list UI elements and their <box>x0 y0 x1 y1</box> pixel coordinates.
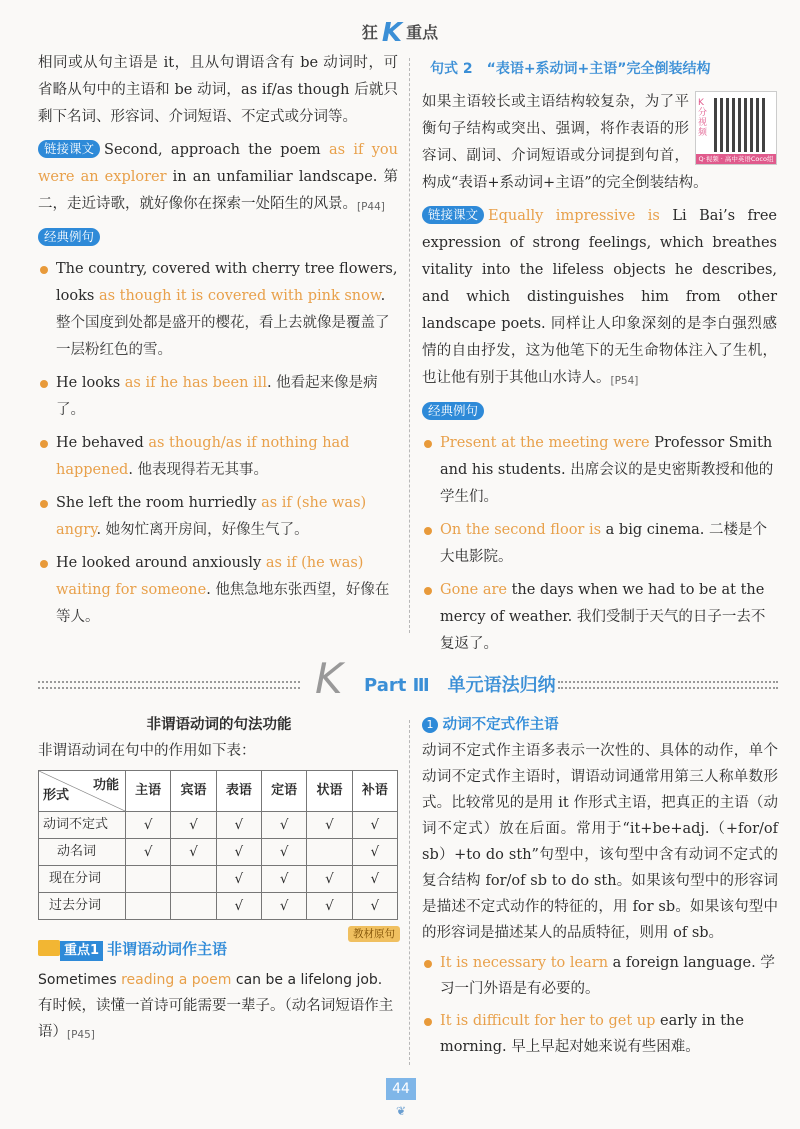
book-icon <box>38 940 60 956</box>
part-k-icon: K <box>315 654 343 703</box>
banner-dots-left <box>38 681 300 689</box>
column-divider-bottom <box>409 720 410 1065</box>
link-text-tag: 链接课文 <box>38 140 100 158</box>
key-point-label: 重点1 <box>60 941 103 961</box>
link-pre: Second, approach the poem <box>104 142 329 158</box>
right-example-list <box>422 430 777 658</box>
page-header <box>0 18 800 48</box>
bird-icon: ❦ <box>396 1104 407 1118</box>
table-row: 动词不定式 √ √ √ √ √ √ <box>39 812 398 839</box>
right-link-text <box>422 203 777 395</box>
col-header: 主语 <box>126 771 171 812</box>
col-header: 表语 <box>216 771 261 812</box>
page-number: 44 <box>386 1078 416 1100</box>
brand-k-logo: K <box>381 18 403 48</box>
example-item: Gone are the days when we had to be at the mercy of weather. 我们受制于天气的日子一去不复返了。 <box>422 577 777 658</box>
page-ref: [P44] <box>357 201 385 213</box>
example-item: On the second floor is a big cinema. 二楼是个大电影院。 <box>422 517 777 571</box>
number-badge: 1 <box>422 717 438 733</box>
table-row: 现在分词 √ √ √ √ <box>39 866 398 893</box>
textbook-badge: 教材原句 <box>348 926 400 942</box>
header-right: 重点 <box>406 23 439 42</box>
qr-caption: Q·视频 · 高中英语Coco组 <box>696 154 776 164</box>
qr-side-label: K分视频 <box>698 98 708 138</box>
qr-code[interactable] <box>695 91 777 165</box>
subsection-title: 动词不定式作主语 <box>442 717 559 733</box>
table-corner: 功能 形式 <box>39 771 126 812</box>
bottom-right-example-list <box>422 950 778 1060</box>
examples-tag: 经典例句 <box>38 228 100 246</box>
header-left: 狂 <box>361 23 378 42</box>
left-column <box>38 50 398 637</box>
right-intro: 如果主语较长或主语结构较复杂，为了平衡句子结构或突出、强调，将作表语的形容词、副词、介词短语或分词提到句首，构成“表语+系动词+主语”的完全倒装结构。 <box>422 94 708 191</box>
link-text-tag: 链接课文 <box>422 206 484 224</box>
example-item: He looked around anxiously as if (he was) waiting for someone. 他焦急地东张西望，好像在等人。 <box>38 550 398 631</box>
example-item: The country, covered with cherry tree flowers, looks as though it is covered with pink snow. 整个国度到处都是盛开的樱花，看上去就像是覆盖了一层粉红色的雪。 <box>38 256 398 364</box>
table-row: 过去分词 √ √ √ √ <box>39 893 398 920</box>
left-example-list <box>38 256 398 631</box>
key-point-heading <box>38 936 227 963</box>
example-item: It is necessary to learn a foreign language. 学习一门外语是有必要的。 <box>422 950 778 1002</box>
example-item: She left the room hurriedly as if (she was) angry. 她匆忙离开房间，好像生气了。 <box>38 490 398 544</box>
link-highlight: Equally impressive is <box>488 208 660 224</box>
example-item: Present at the meeting were Professor Smith and his students. 出席会议的是史密斯教授和他的学生们。 <box>422 430 777 511</box>
link-post: Li Bai’s free expression of strong feelings, which breathes vitality into the lifeless objects he describes, and which distinguishes him from other landscape poets. 同样让人印象深刻的是李白强烈感情的自由抒发，这为他笔下的无生命物体注入了生机，也让他有别于其他山水诗人。 <box>422 208 777 386</box>
example-item: He behaved as though/as if nothing had happened. 他表现得若无其事。 <box>38 430 398 484</box>
part-title: Part Ⅲ 单元语法归纳 <box>364 675 556 696</box>
bottom-left-section <box>38 712 400 1048</box>
section-sub: 非谓语动词在句中的作用如下表： <box>38 743 256 759</box>
subsection-body: 动词不定式作主语多表示一次性的、具体的动作，单个动词不定式作主语时，谓语动词通常用第三人称单数形式。比较常见的是用 it 作形式主语，把真正的主语（动词不定式）放在后面。常用于“it+be+adj.（+for/of sb）+to do sth”句型中，该句型中含有动词不定式的复合结构 for/of sb to do sth。如果该句型中的形容词是描述不定式动作的特征的，用 for sb。如果该句型中的形容词是描述某人的品质特征，则用 of sb。 <box>422 743 778 941</box>
banner-dots-right <box>558 681 778 689</box>
left-link-text <box>38 137 398 221</box>
textbook-translation: 有时候，读懂一首诗可能需要一辈子。（动名词短语作主语）[P45] <box>38 998 394 1041</box>
qr-pattern-icon <box>714 98 768 152</box>
link-post: in an unfamiliar landscape. 第二，走近诗歌，就好像你在探索一处陌生的风景。 <box>38 169 399 212</box>
col-header: 定语 <box>261 771 306 812</box>
table-row: 动名词 √ √ √ √ √ <box>39 839 398 866</box>
link-highlight: as if you were an explorer <box>38 142 398 185</box>
col-header: 宾语 <box>171 771 216 812</box>
pattern-title: 句式 2 “表语+系动词+主语”完全倒装结构 <box>430 61 711 77</box>
examples-tag: 经典例句 <box>422 402 484 420</box>
column-divider <box>409 58 410 633</box>
function-table <box>38 770 398 920</box>
bottom-right-section <box>422 712 778 1066</box>
key-point-title: 非谓语动词作主语 <box>107 940 228 958</box>
textbook-sentence: Sometimes reading a poem can be a lifelong job. <box>38 972 383 988</box>
page-ref: [P54] <box>610 375 639 387</box>
right-column <box>422 50 777 664</box>
subsection-heading <box>422 712 778 738</box>
col-header: 状语 <box>307 771 352 812</box>
section-title: 非谓语动词的句法功能 <box>146 717 292 733</box>
table-header-row <box>39 771 398 812</box>
example-item: He looks as if he has been ill. 他看起来像是病了。 <box>38 370 398 424</box>
left-intro: 相同或从句主语是 it，且从句谓语含有 be 动词时，可省略从句中的主语和 be 动词，as if/as though 后就只剩下名词、形容词、介词短语、不定式或分词等。 <box>38 55 398 125</box>
col-header: 补语 <box>352 771 397 812</box>
example-item: It is difficult for her to get up early in the morning. 早上早起对她来说有些困难。 <box>422 1008 778 1060</box>
part-banner <box>38 654 778 703</box>
